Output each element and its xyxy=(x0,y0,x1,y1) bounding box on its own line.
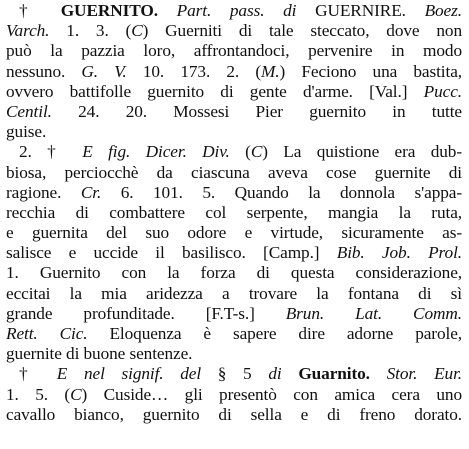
entry-line xyxy=(6,163,462,183)
citation-italic: Stor. Eur. xyxy=(386,364,463,384)
entry-line xyxy=(6,142,462,162)
entry-text: 2. † xyxy=(19,142,83,162)
citation-italic: E fig. xyxy=(82,142,131,162)
entry-text: ragione. xyxy=(6,182,81,202)
dictionary-entry-guernito xyxy=(6,1,463,425)
entry-text: recchia di combattere col serpente, mangia la ruta, xyxy=(6,202,462,222)
entry-line xyxy=(6,344,462,364)
citation-italic: E nel signif. del xyxy=(56,364,202,384)
entry-text: 10. 173. 2. ( xyxy=(126,61,261,81)
entry-line xyxy=(6,122,462,142)
entry-text: guise. xyxy=(6,122,47,142)
cross-reference-caps: GUERNIRE. xyxy=(296,1,425,20)
entry-text: può la pazzia loro, affrontandoci, pervenire in modo xyxy=(6,41,462,61)
citation-italic: G. V. xyxy=(81,61,127,81)
entry-line xyxy=(6,324,462,344)
entry-line xyxy=(6,223,462,243)
entry-line xyxy=(6,364,462,384)
entry-text: 1. Guernito con la forza di questa considerazione, xyxy=(6,263,462,283)
citation-italic: C xyxy=(131,21,143,41)
entry-line xyxy=(6,21,462,41)
citation-italic: Boez. xyxy=(424,1,462,20)
entry-text: cavallo bianco, guernito di sella e di freno dorato. xyxy=(6,404,462,424)
entry-text: eccitai la mia aridezza a trovare la fontana di sì xyxy=(6,283,462,303)
citation-italic: di xyxy=(283,1,297,20)
citation-italic: Part. pass. xyxy=(176,1,265,20)
entry-text: † xyxy=(19,1,61,20)
entry-text: ) La quistione era dub- xyxy=(262,142,462,162)
entry-text: ( xyxy=(229,142,251,162)
citation-italic: Cr. xyxy=(80,182,102,202)
entry-text xyxy=(130,142,145,161)
entry-text: † xyxy=(19,364,57,384)
entry-line xyxy=(6,183,462,203)
citation-italic: Centil. xyxy=(6,101,52,121)
entry-line xyxy=(6,263,462,283)
entry-text: grande profunditade. [F.T-s.] xyxy=(6,303,286,323)
entry-text: 1. 5. ( xyxy=(6,384,71,404)
entry-text xyxy=(158,1,177,20)
citation-italic: Pucc. xyxy=(423,81,462,101)
entry-text: ovvero battifolle guernito di gente d'arme. [Val.] xyxy=(6,81,424,101)
entry-text: e guernita del suo odore e virtude, sicuramente as- xyxy=(6,223,462,243)
entry-text: nessuno. xyxy=(6,61,82,81)
entry-text: 6. 101. 5. Quando la donnola s'appa- xyxy=(101,182,463,202)
entry-text: guernite di buone sentenze. xyxy=(6,344,193,364)
entry-line xyxy=(6,41,462,61)
entry-line xyxy=(6,304,462,324)
entry-text: ) Guerniti di tale steccato, dove non xyxy=(142,21,462,41)
entry-text: Eloquenza è sapere dire adorne parole, xyxy=(87,324,462,343)
citation-italic: C xyxy=(250,142,263,162)
entry-text: biosa, perciocchè da ciascuna aveva cose guernite di xyxy=(6,162,462,182)
entry-text: salisce e uccide il basilisco. [Camp.] xyxy=(6,243,337,263)
citation-italic: Bib. Job. Prol. xyxy=(336,243,462,263)
entry-line xyxy=(6,62,462,82)
citation-italic: Brun. Lat. Comm. xyxy=(285,303,462,323)
entry-line xyxy=(6,243,462,263)
entry-text xyxy=(282,364,299,383)
citation-italic: Rett. Cic. xyxy=(6,324,88,343)
citation-italic: M. xyxy=(260,61,280,81)
citation-italic: Dicer. Div. xyxy=(145,142,230,162)
entry-line xyxy=(6,284,462,304)
entry-text: § 5 xyxy=(201,364,269,384)
entry-line xyxy=(6,1,462,21)
entry-line xyxy=(6,82,462,102)
entry-line xyxy=(6,385,462,405)
entry-line xyxy=(6,203,462,223)
entry-text xyxy=(264,1,283,20)
citation-italic: Varch. xyxy=(6,21,50,41)
entry-line xyxy=(6,102,462,122)
citation-italic: di xyxy=(268,364,282,384)
entry-text: 24. 20. Mossesi Pier guernito in tutte xyxy=(51,101,462,121)
citation-italic: C xyxy=(70,384,82,404)
entry-text: ) Cuside… gli presentò con amica cera uno xyxy=(81,384,462,404)
entry-line xyxy=(6,405,462,425)
entry-text xyxy=(370,364,387,383)
headword: GUERNITO. xyxy=(60,1,158,20)
headword: Guarnito. xyxy=(298,364,370,384)
entry-text: 1. 3. ( xyxy=(49,21,132,41)
entry-text: ) Feciono una bastita, xyxy=(279,61,462,81)
